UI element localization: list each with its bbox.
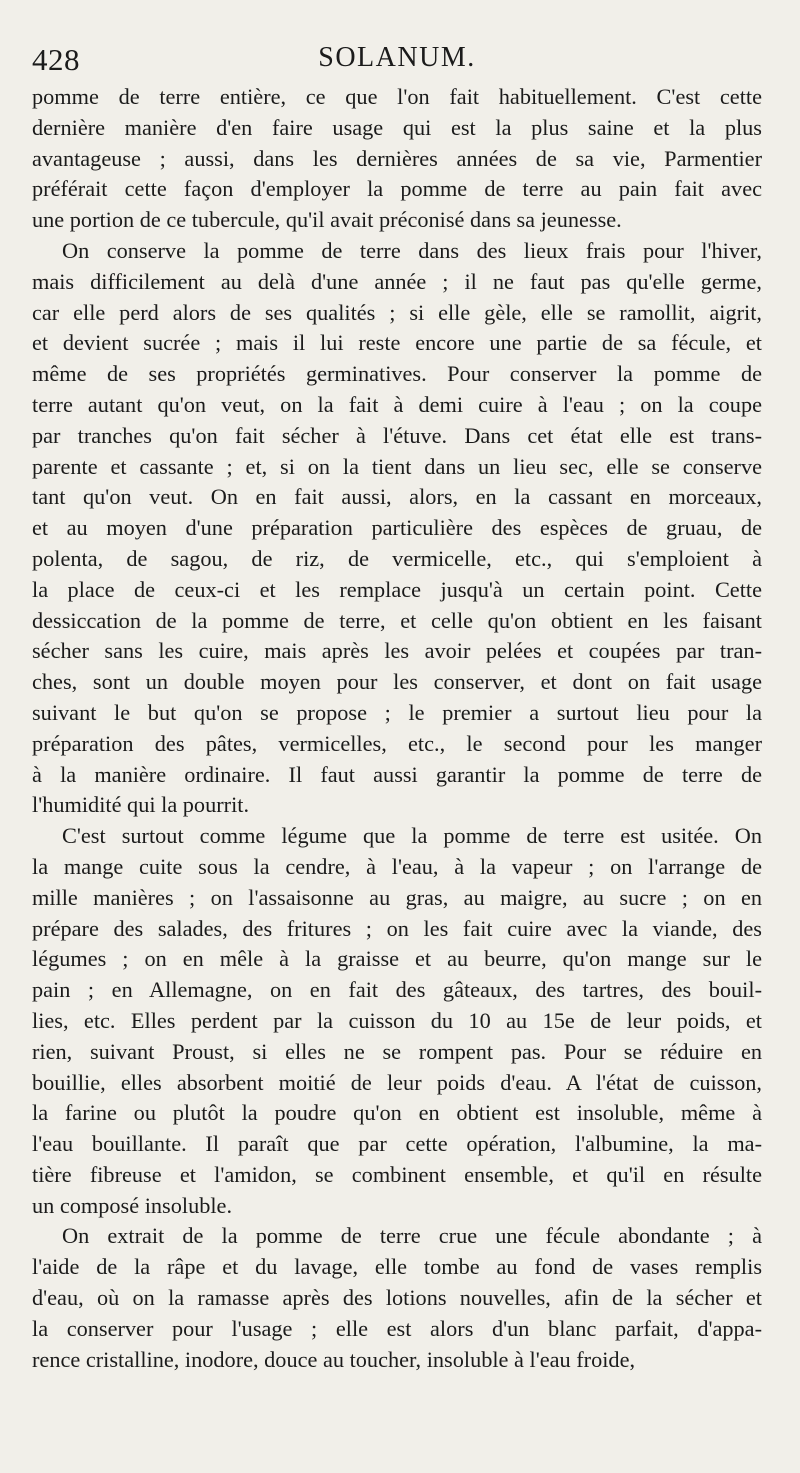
paragraph [32, 236, 762, 821]
text-line: l'aide de la râpe et du lavage, elle tombe au fond de vases remplis [32, 1254, 762, 1280]
page-number: 428 [32, 42, 80, 77]
paragraph [32, 821, 762, 1221]
text-line: tant qu'on veut. On en fait aussi, alors, en la cassant en morceaux, [32, 484, 762, 510]
page-header [32, 30, 762, 82]
text-line: prépare des salades, des fritures ; on les fait cuire avec la viande, des [32, 915, 762, 941]
text-line: bouillie, elles absorbent moitié de leur poids d'eau. A l'état de cuisson, [32, 1069, 762, 1095]
text-line: On extrait de la pomme de terre crue une fécule abondante ; à [62, 1223, 762, 1249]
text-line: la mange cuite sous la cendre, à l'eau, à la vapeur ; on l'arrange de [32, 853, 762, 879]
text-line: polenta, de sagou, de riz, de vermicelle, etc., qui s'emploient à [32, 545, 762, 571]
text-line: avantageuse ; aussi, dans les dernières années de sa vie, Parmentier [32, 145, 762, 171]
text-line: dernière manière d'en faire usage qui est la plus saine et la plus [32, 114, 762, 140]
text-line: la farine ou plutôt la poudre qu'on en obtient est insoluble, même à [32, 1100, 762, 1126]
paragraph [32, 1221, 762, 1375]
text-line: pomme de terre entière, ce que l'on fait habituellement. C'est cette [32, 84, 762, 109]
text-line: légumes ; on en mêle à la graisse et au beurre, qu'on mange sur le [32, 946, 762, 972]
text-line: tière fibreuse et l'amidon, se combinent ensemble, et qu'il en résulte [32, 1161, 762, 1187]
text-line: ches, sont un double moyen pour les conserver, et dont on fait usage [32, 669, 762, 695]
text-line: mille manières ; on l'assaisonne au gras, au maigre, au sucre ; on en [32, 884, 762, 910]
text-line: lies, etc. Elles perdent par la cuisson du 10 au 15e de leur poids, et [32, 1007, 762, 1033]
text-line: un composé insoluble. [32, 1192, 233, 1218]
text-line: préférait cette façon d'employer la pomme de terre au pain fait avec [32, 176, 762, 202]
text-line: la place de ceux-ci et les remplace jusqu'à un certain point. Cette [32, 576, 762, 602]
text-line: rien, suivant Proust, si elles ne se rompent pas. Pour se réduire en [32, 1038, 762, 1064]
text-line: C'est surtout comme légume que la pomme de terre est usitée. On [62, 823, 762, 849]
text-line: par tranches qu'on fait sécher à l'étuve. Dans cet état elle est trans- [32, 422, 762, 448]
body-text [32, 82, 762, 1375]
text-line: dessiccation de la pomme de terre, et celle qu'on obtient en les faisant [32, 607, 762, 633]
text-line: sécher sans les cuire, mais après les avoir pelées et coupées par tran- [32, 638, 762, 664]
text-line: terre autant qu'on veut, on la fait à demi cuire à l'eau ; on la coupe [32, 391, 762, 417]
text-line: parente et cassante ; et, si on la tient dans un lieu sec, elle se conserve [32, 453, 762, 479]
text-line: pain ; en Allemagne, on en fait des gâteaux, des tartres, des bouil- [32, 977, 762, 1003]
text-line: mais difficilement au delà d'une année ; il ne faut pas qu'elle germe, [32, 268, 762, 294]
text-line: une portion de ce tubercule, qu'il avait préconisé dans sa jeunesse. [32, 207, 622, 233]
text-line: à la manière ordinaire. Il faut aussi garantir la pomme de terre de [32, 761, 762, 787]
text-line: même de ses propriétés germinatives. Pour conserver la pomme de [32, 361, 762, 387]
text-line: suivant le but qu'on se propose ; le premier a surtout lieu pour la [32, 699, 762, 725]
text-line: la conserver pour l'usage ; elle est alors d'un blanc parfait, d'appa- [32, 1315, 762, 1341]
text-line: l'eau bouillante. Il paraît que par cette opération, l'albumine, la ma- [32, 1131, 762, 1157]
text-line: d'eau, où on la ramasse après des lotions nouvelles, afin de la sécher et [32, 1285, 762, 1311]
running-title: SOLANUM. [318, 42, 476, 73]
text-line: et au moyen d'une préparation particulière des espèces de gruau, de [32, 515, 762, 541]
text-line: On conserve la pomme de terre dans des lieux frais pour l'hiver, [62, 237, 762, 263]
paragraph [32, 82, 762, 236]
text-line: et devient sucrée ; mais il lui reste encore une partie de sa fécule, et [32, 330, 762, 356]
text-line: préparation des pâtes, vermicelles, etc., le second pour les manger [32, 730, 762, 756]
text-line: rence cristalline, inodore, douce au toucher, insoluble à l'eau froide, [32, 1346, 636, 1372]
text-line: car elle perd alors de ses qualités ; si elle gèle, elle se ramollit, aigrit, [32, 299, 762, 325]
text-line: l'humidité qui la pourrit. [32, 792, 250, 818]
